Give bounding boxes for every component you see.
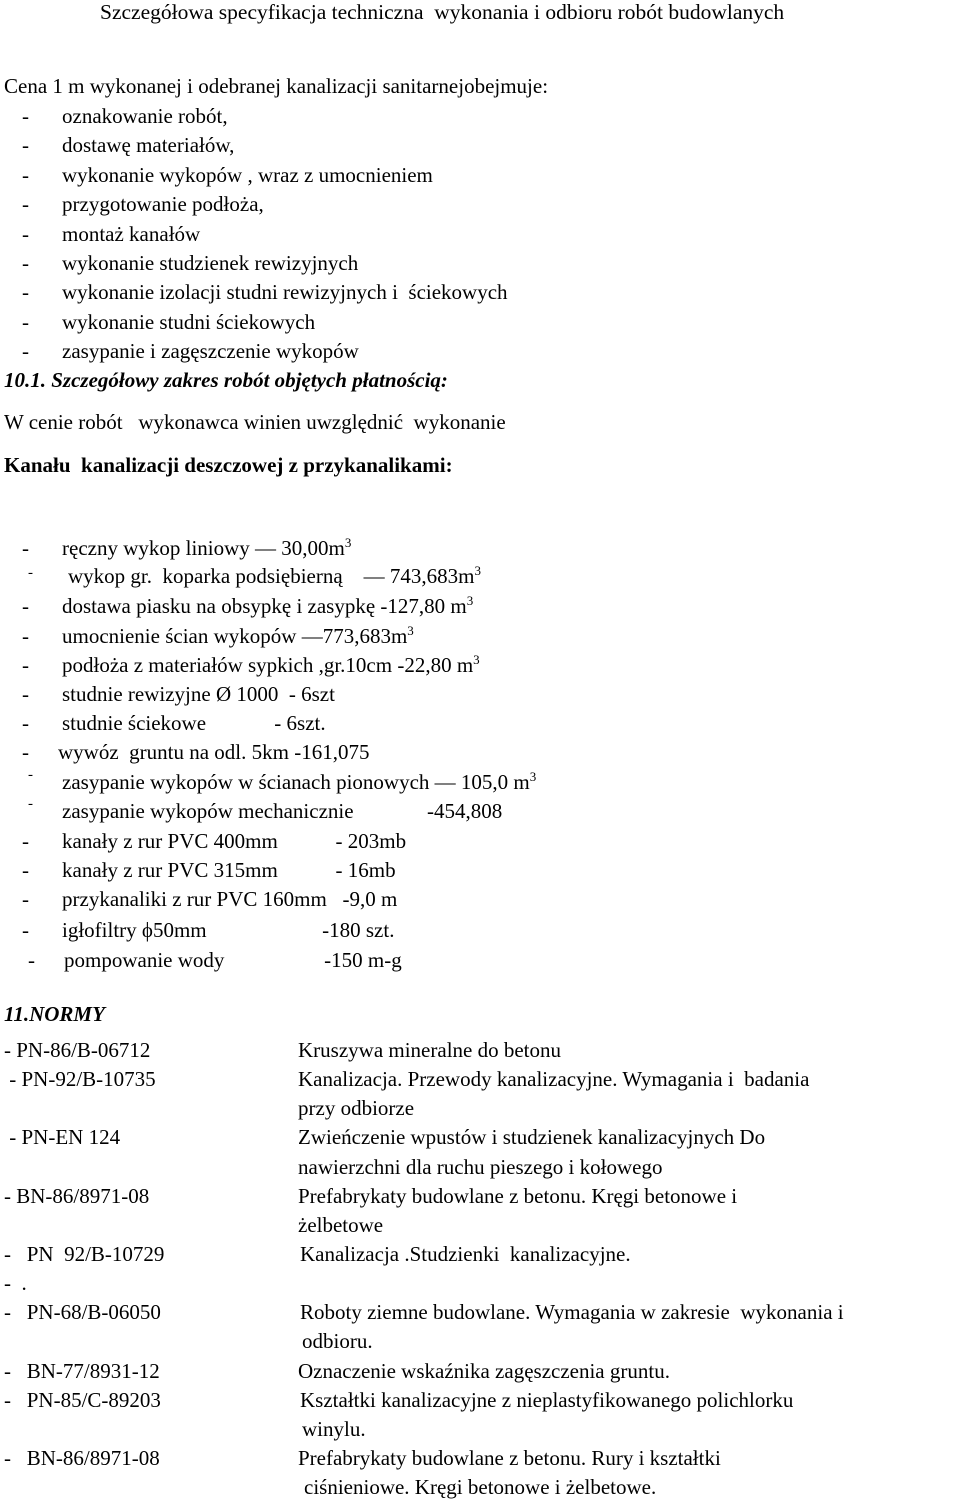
scope-item: wywóz gruntu na odl. 5km -161,075 — [58, 740, 370, 764]
scope-item: zasypanie wykopów w ścianach pionowych — 105,0 $m^3$ — [62, 769, 537, 794]
list-dash: - — [22, 251, 29, 275]
price-intro: Cena 1 m wykonanej i odebranej kanalizacji sanitarnejobejmuje: — [4, 74, 549, 98]
norm-desc-cont: odbioru. — [302, 1329, 373, 1353]
scope-item: igłofiltry ϕ50mm -180 szt. — [62, 918, 395, 942]
scope-item: podłoża z materiałów sypkich ,gr.10cm -22,80 $m^3$ — [62, 652, 480, 677]
list-dash: - — [22, 624, 29, 648]
list-dash: - — [28, 796, 33, 812]
section-11-heading: 11.NORMY — [4, 1002, 105, 1026]
norm-desc: Kruszywa mineralne do betonu — [298, 1038, 562, 1062]
norm-desc: Kanalizacja. Przewody kanalizacyjne. Wymagania i badania — [298, 1067, 810, 1091]
norm-code: - BN-86/8971-08 — [4, 1446, 160, 1470]
norm-code: - BN-77/8931-12 — [4, 1359, 160, 1383]
list-dash: - — [22, 339, 29, 363]
list-dash: - — [22, 192, 29, 216]
section-10-1-heading: 10.1. Szczegółowy zakres robót objętych płatnością: — [4, 368, 448, 392]
norm-desc: Oznaczenie wskaźnika zagęszczenia gruntu. — [298, 1359, 670, 1383]
scope-intro: W cenie robót wykonawca winien uwzględnić wykonanie — [4, 410, 506, 434]
list-dash: - — [22, 222, 29, 246]
scope-item: kanały z rur PVC 315mm - 16mb — [62, 858, 396, 882]
list-dash: - — [22, 682, 29, 706]
scope-item: pompowanie wody -150 m-g — [64, 948, 402, 972]
norm-desc-cont: winylu. — [302, 1417, 366, 1441]
norm-desc-cont: żelbetowe — [298, 1213, 384, 1237]
list-dash: - — [22, 858, 29, 882]
list-item: wykonanie wykopów , wraz z umocnieniem — [62, 163, 433, 187]
norm-desc: Prefabrykaty budowlane z betonu. Kręgi betonowe i — [298, 1184, 738, 1208]
list-item: dostawę materiałów, — [62, 133, 235, 157]
list-item: wykonanie studzienek rewizyjnych — [62, 251, 359, 275]
list-dash: - — [22, 711, 29, 735]
norm-desc: Kanalizacja .Studzienki kanalizacyjne. — [300, 1242, 631, 1266]
norm-desc: Prefabrykaty budowlane z betonu. Rury i kształtki — [298, 1446, 721, 1470]
list-dash: - — [22, 740, 29, 764]
list-dash: - — [22, 594, 29, 618]
list-item: przygotowanie podłoża, — [62, 192, 264, 216]
list-dash: - — [22, 887, 29, 911]
scope-item: przykanaliki z rur PVC 160mm -9,0 m — [62, 887, 398, 911]
scope-subtitle: Kanału kanalizacji deszczowej z przykanalikami: — [4, 453, 453, 477]
list-item: montaż kanałów — [62, 222, 201, 246]
scope-item: studnie ściekowe - 6szt. — [62, 711, 326, 735]
norm-code: - PN-92/B-10735 — [4, 1067, 156, 1091]
page-header: Szczegółowa specyfikacja techniczna wykonania i odbioru robót budowlanych — [100, 0, 785, 24]
list-dash: - — [22, 133, 29, 157]
norm-code: - PN-EN 124 — [4, 1125, 121, 1149]
scope-item: zasypanie wykopów mechanicznie -454,808 — [62, 799, 503, 823]
norm-desc: Roboty ziemne budowlane. Wymagania w zakresie wykonania i — [300, 1300, 844, 1324]
list-item: oznakowanie robót, — [62, 104, 228, 128]
norm-desc-cont: ciśnieniowe. Kręgi betonowe i żelbetowe. — [304, 1475, 657, 1499]
list-dash: - — [22, 918, 29, 942]
norm-code: - BN-86/8971-08 — [4, 1184, 150, 1208]
list-dash: - — [22, 829, 29, 853]
scope-item: wykop gr. koparka podsiębierną — $743,683m^3$ — [68, 563, 482, 588]
list-dash: - — [22, 310, 29, 334]
norm-code: - PN-68/B-06050 — [4, 1300, 161, 1324]
norm-desc-cont: przy odbiorze — [298, 1096, 415, 1120]
norm-desc: Kształtki kanalizacyjne z nieplastyfikowanego polichlorku — [300, 1388, 794, 1412]
norm-code: - PN 92/B-10729 — [4, 1242, 165, 1266]
scope-item: kanały z rur PVC 400mm - 203mb — [62, 829, 407, 853]
scope-item: ręczny wykop liniowy — $30,00m^3$ — [62, 535, 352, 560]
scope-item: dostawa piasku na obsypkę i zasypkę -127,80 $m^3$ — [62, 593, 474, 618]
list-item: zasypanie i zagęszczenie wykopów — [62, 339, 359, 363]
norm-desc-cont: nawierzchni dla ruchu pieszego i kołowego — [298, 1155, 663, 1179]
norm-desc: Zwieńczenie wpustów i studzienek kanalizacyjnych Do — [298, 1125, 766, 1149]
list-dash: - — [22, 280, 29, 304]
norm-code: - . — [4, 1271, 27, 1295]
list-dash: - — [28, 767, 33, 783]
list-dash: - — [22, 653, 29, 677]
list-dash: - — [22, 104, 29, 128]
norm-code: - PN-86/B-06712 — [4, 1038, 151, 1062]
scope-item: studnie rewizyjne Ø 1000 - 6szt — [62, 682, 335, 706]
list-dash: - — [22, 163, 29, 187]
norm-code: - PN-85/C-89203 — [4, 1388, 161, 1412]
list-dash: - — [28, 565, 33, 581]
list-dash: - — [22, 536, 29, 560]
scope-item: umocnienie ścian wykopów $—773,683m^3$ — [62, 623, 414, 648]
list-item: wykonanie izolacji studni rewizyjnych i ściekowych — [62, 280, 508, 304]
list-item: wykonanie studni ściekowych — [62, 310, 316, 334]
list-dash: - — [28, 948, 35, 972]
